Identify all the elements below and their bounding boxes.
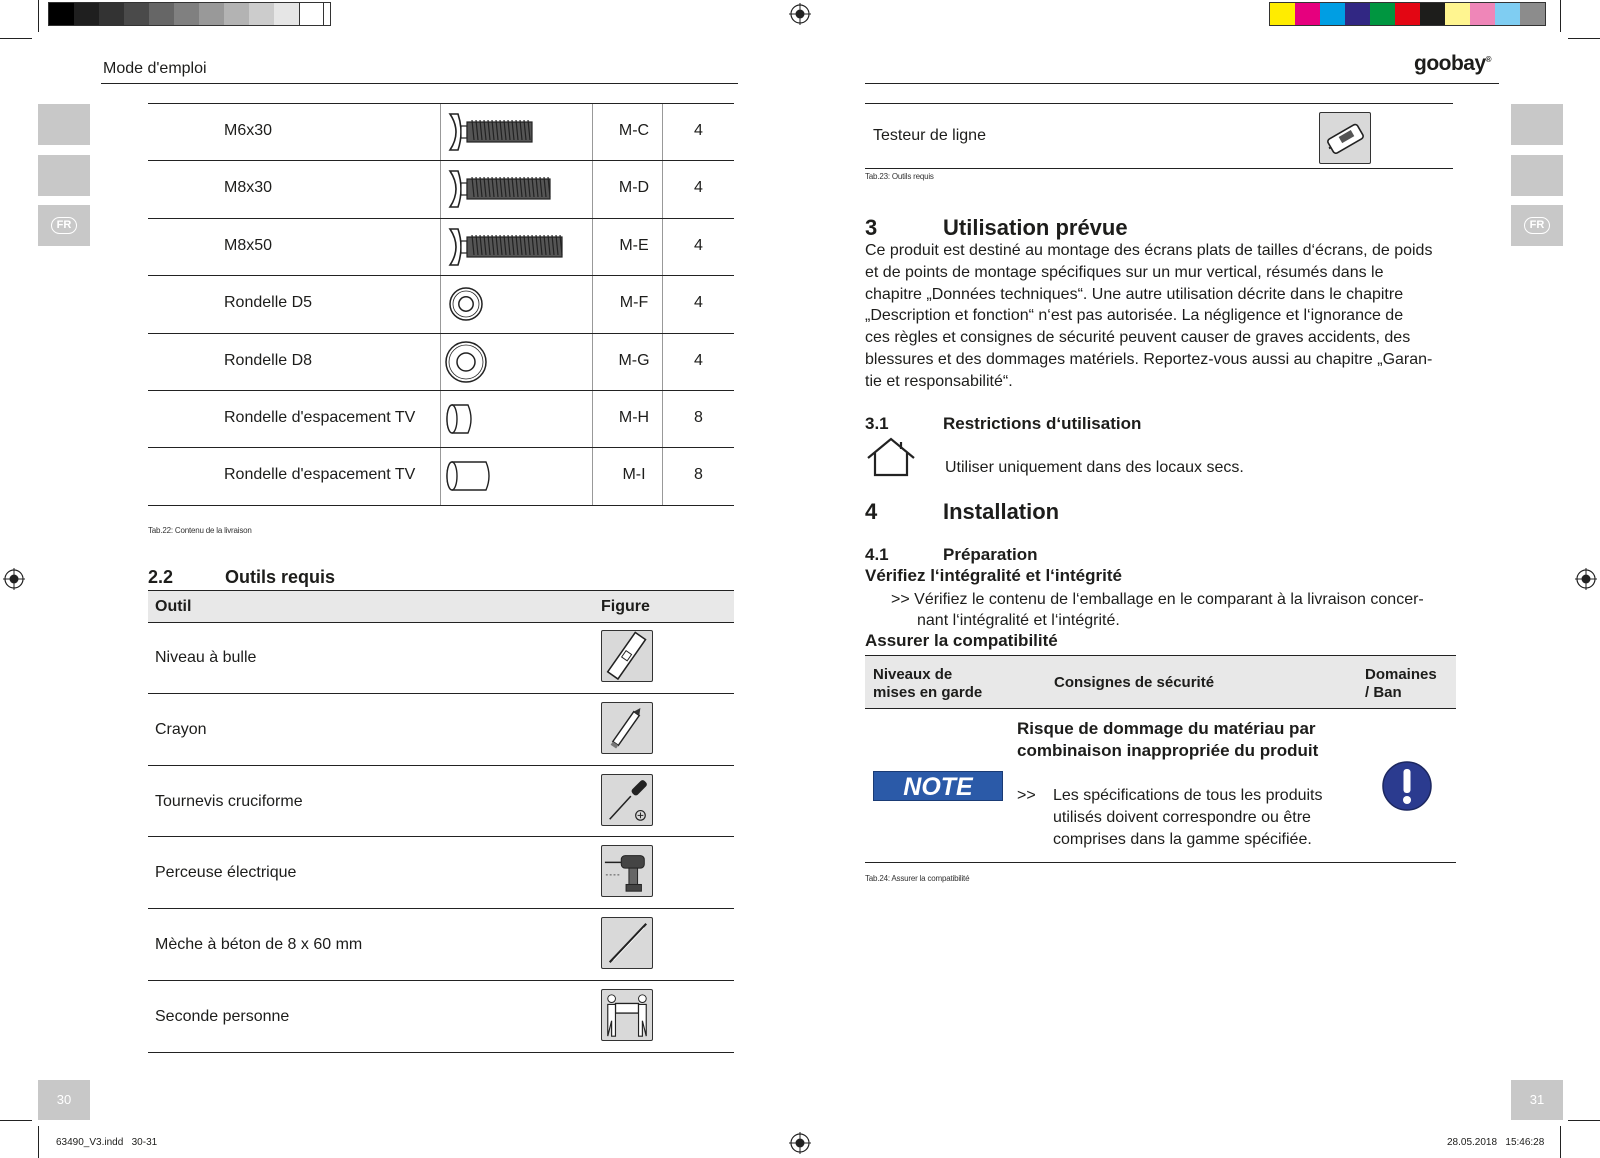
part-qty: 4: [694, 179, 703, 197]
table-rule: [148, 275, 734, 276]
subsection-number: 4.1: [865, 545, 889, 564]
column-divider: [592, 276, 593, 332]
paragraph-line: „Description et fonction“ n‘est pas autorisée. La négligence et l‘ignorance de: [865, 307, 1404, 325]
part-code: M-D: [618, 179, 650, 197]
note-label: NOTE: [873, 771, 1003, 801]
part-name: Rondelle d'espacement TV: [224, 466, 416, 484]
column-divider: [662, 219, 663, 275]
spec-marker: >>: [1017, 787, 1036, 804]
part-name: Rondelle D8: [224, 351, 313, 369]
part-name: M8x30: [224, 179, 273, 197]
header-rule: [101, 83, 738, 84]
paragraph-line: chapitre „Données techniques“. Une autre utilisation décrite dans le chapitre: [865, 285, 1404, 303]
spirit-level-icon: [602, 631, 652, 681]
washer-icon: [444, 340, 494, 389]
column-divider: [440, 391, 441, 447]
table-rule: [865, 103, 1453, 104]
part-qty: 4: [694, 122, 703, 139]
part-code: M-F: [619, 294, 649, 312]
long-screw-icon: [444, 225, 574, 274]
tool-name: Perceuse électrique: [155, 864, 297, 882]
side-tab-fr: [1511, 205, 1563, 246]
part-qty: 8: [694, 409, 703, 426]
side-tab-fr: [38, 205, 90, 246]
line-tester-icon: [1319, 112, 1371, 164]
tool-name: Testeur de ligne: [873, 127, 986, 144]
column-divider: [662, 391, 663, 447]
side-tab: [1511, 155, 1563, 196]
screw-icon: [444, 167, 574, 211]
table-caption: Tab.24: Assurer la compatibilité: [865, 874, 970, 883]
paragraph-line: tie et responsabilité“.: [865, 372, 1013, 390]
screw-icon: [444, 167, 574, 216]
paragraph-line: et de points de montage spécifiques sur un mur vertical, résumés dans le: [865, 263, 1384, 281]
two-persons-icon: [601, 989, 653, 1041]
column-divider: [592, 448, 593, 504]
logo-registered-mark: ®: [1485, 55, 1492, 64]
house-icon: [865, 436, 917, 478]
table-rule: [148, 103, 734, 104]
part-code: M-C: [618, 122, 650, 139]
section-title: Utilisation prévue: [943, 215, 1128, 240]
table-rule: [148, 980, 734, 981]
tool-name: Niveau à bulle: [155, 649, 257, 666]
crop-mark: [0, 1120, 32, 1121]
header-warning-levels: [873, 666, 982, 702]
crop-mark: [1568, 38, 1600, 39]
part-qty: 4: [694, 351, 703, 369]
section-title: Outils requis: [225, 567, 336, 587]
logo-text: goobay: [1414, 52, 1486, 75]
registration-mark-icon: [3, 568, 25, 590]
tools-table-header: [148, 590, 734, 623]
table-rule: [865, 862, 1456, 863]
column-divider: [592, 104, 593, 160]
part-qty: 4: [694, 294, 703, 312]
spacer-icon: [444, 397, 494, 441]
column-divider: [440, 219, 441, 275]
table-rule: [148, 836, 734, 837]
column-divider: [592, 219, 593, 275]
tool-name: Tournevis cruciforme: [155, 792, 303, 810]
paragraph-line: blessures et des dommages matériels. Reportez-vous aussi au chapitre „Garan-: [865, 351, 1433, 368]
restriction-text: Utiliser uniquement dans des locaux secs.: [945, 459, 1244, 476]
drill-bit-icon: [601, 917, 653, 969]
crop-mark: [1560, 0, 1561, 32]
spirit-level-icon: [601, 630, 653, 682]
color-bar-outline: [48, 2, 331, 26]
washer-icon: [444, 282, 494, 326]
side-tab: [38, 104, 90, 145]
drill-bit-icon: [602, 918, 652, 968]
washer-icon: [444, 282, 494, 331]
column-divider: [662, 448, 663, 504]
header-line: Domaines: [1365, 666, 1437, 683]
language-badge: FR: [51, 217, 77, 234]
column-divider: [440, 104, 441, 160]
file-info: 63490_V3.indd 30-31: [56, 1137, 158, 1148]
drill-icon: [601, 845, 653, 897]
color-bar-outline: [1269, 2, 1546, 26]
table-rule: [148, 693, 734, 694]
column-divider: [662, 334, 663, 390]
spec-line: Les spécifications de tous les produits: [1053, 787, 1323, 804]
table-rule: [148, 333, 734, 334]
compat-table-header: [865, 655, 1456, 709]
bullet-marker: >>: [891, 591, 910, 608]
section-title: Installation: [943, 499, 1060, 524]
registration-mark-icon: [789, 1132, 811, 1154]
part-name: M8x50: [224, 236, 273, 254]
two-persons-icon: [602, 990, 652, 1040]
risk-line: combinaison inappropriée du produit: [1017, 741, 1319, 760]
column-divider: [440, 161, 441, 217]
table-rule: [865, 168, 1453, 169]
screw-icon: [444, 110, 574, 154]
header-rule: [865, 83, 1499, 84]
spacer-icon: [444, 454, 494, 498]
risk-title: [1017, 718, 1318, 762]
crop-mark: [38, 0, 39, 32]
table-rule: [148, 160, 734, 161]
column-divider: [592, 334, 593, 390]
pencil-icon: [602, 703, 652, 753]
bullet-text: Vérifiez le contenu de l‘emballage en le comparant à la livraison concer-: [914, 591, 1424, 608]
pencil-icon: [601, 702, 653, 754]
subsection-title: Restrictions d‘utilisation: [943, 414, 1142, 433]
subheading: Assurer la compatibilité: [865, 631, 1058, 650]
section-number: 4: [865, 499, 878, 524]
bullet-continuation: nant l‘intégralité et l‘intégrité.: [917, 612, 1120, 629]
page-number: 31: [1511, 1080, 1563, 1120]
crop-mark: [38, 1126, 39, 1158]
section-number: 2.2: [148, 567, 174, 587]
part-name: Rondelle d'espacement TV: [224, 409, 416, 426]
column-divider: [592, 161, 593, 217]
part-code: M-I: [622, 466, 646, 484]
screwdriver-icon: [601, 774, 653, 826]
column-divider: [662, 104, 663, 160]
header-line: / Ban: [1365, 684, 1402, 701]
header-domains: [1365, 666, 1437, 702]
part-name: M6x30: [224, 122, 273, 139]
part-code: M-E: [619, 236, 649, 254]
column-divider: [440, 334, 441, 390]
table-caption: Tab.23: Outils requis: [865, 172, 934, 181]
side-tab: [38, 155, 90, 196]
part-code: M-G: [618, 351, 650, 369]
crop-mark: [1560, 1126, 1561, 1158]
header-line: Niveaux de: [873, 666, 953, 683]
page-number: 30: [38, 1080, 90, 1120]
header-line: mises en garde: [873, 684, 983, 701]
screwdriver-icon: [602, 775, 652, 825]
long-screw-icon: [444, 225, 574, 269]
screw-icon: [444, 110, 574, 159]
part-code: M-H: [618, 409, 650, 426]
registration-mark-icon: [789, 3, 811, 25]
column-divider: [662, 161, 663, 217]
tool-name: Mèche à béton de 8 x 60 mm: [155, 936, 363, 954]
subsection-title: Préparation: [943, 545, 1038, 564]
header-tool: Outil: [155, 598, 192, 615]
spacer-icon: [444, 454, 494, 503]
crop-mark: [1568, 1120, 1600, 1121]
language-badge: FR: [1524, 217, 1550, 234]
side-tab: [1511, 104, 1563, 145]
tool-name: Crayon: [155, 720, 207, 738]
table-rule: [148, 218, 734, 219]
exclamation-icon: [1381, 760, 1433, 812]
column-divider: [440, 448, 441, 504]
subsection-number: 3.1: [865, 414, 889, 433]
column-divider: [592, 391, 593, 447]
header-safety-instructions: Consignes de sécurité: [1054, 674, 1215, 691]
registration-mark-icon: [1575, 568, 1597, 590]
table-caption: Tab.22: Contenu de la livraison: [148, 526, 252, 535]
risk-line: Risque de dommage du matériau par: [1017, 719, 1316, 738]
column-divider: [440, 276, 441, 332]
table-rule: [148, 390, 734, 391]
paragraph-line: Ce produit est destiné au montage des écrans plats de tailles d‘écrans, de poids: [865, 242, 1433, 259]
paragraph-line: ces règles et consignes de sécurité peuvent causer de graves accidents, des: [865, 329, 1411, 347]
table-rule: [148, 505, 734, 506]
crop-mark: [0, 38, 32, 39]
bullet-line: [891, 589, 1424, 611]
table-rule: [148, 908, 734, 909]
tool-name: Seconde personne: [155, 1008, 290, 1025]
part-name: Rondelle D5: [224, 294, 313, 312]
datetime-info: 28.05.2018 15:46:28: [1447, 1137, 1545, 1148]
spec-line: comprises dans la gamme spécifiée.: [1053, 830, 1312, 848]
column-divider: [662, 276, 663, 332]
subheading: Vérifiez l‘intégralité et l‘intégrité: [865, 566, 1122, 585]
header-figure: Figure: [601, 598, 650, 615]
page-header-title: Mode d'emploi: [103, 60, 207, 77]
part-qty: 4: [694, 236, 703, 254]
table-rule: [148, 447, 734, 448]
spec-line: utilisés doivent correspondre ou être: [1053, 808, 1311, 826]
table-rule: [148, 1052, 734, 1053]
drill-icon: [602, 846, 652, 896]
table-rule: [148, 765, 734, 766]
washer-icon: [444, 340, 494, 384]
section-number: 3: [865, 215, 878, 240]
spacer-icon: [444, 397, 494, 446]
part-qty: 8: [694, 466, 703, 484]
goobay-logo: [1414, 52, 1491, 76]
